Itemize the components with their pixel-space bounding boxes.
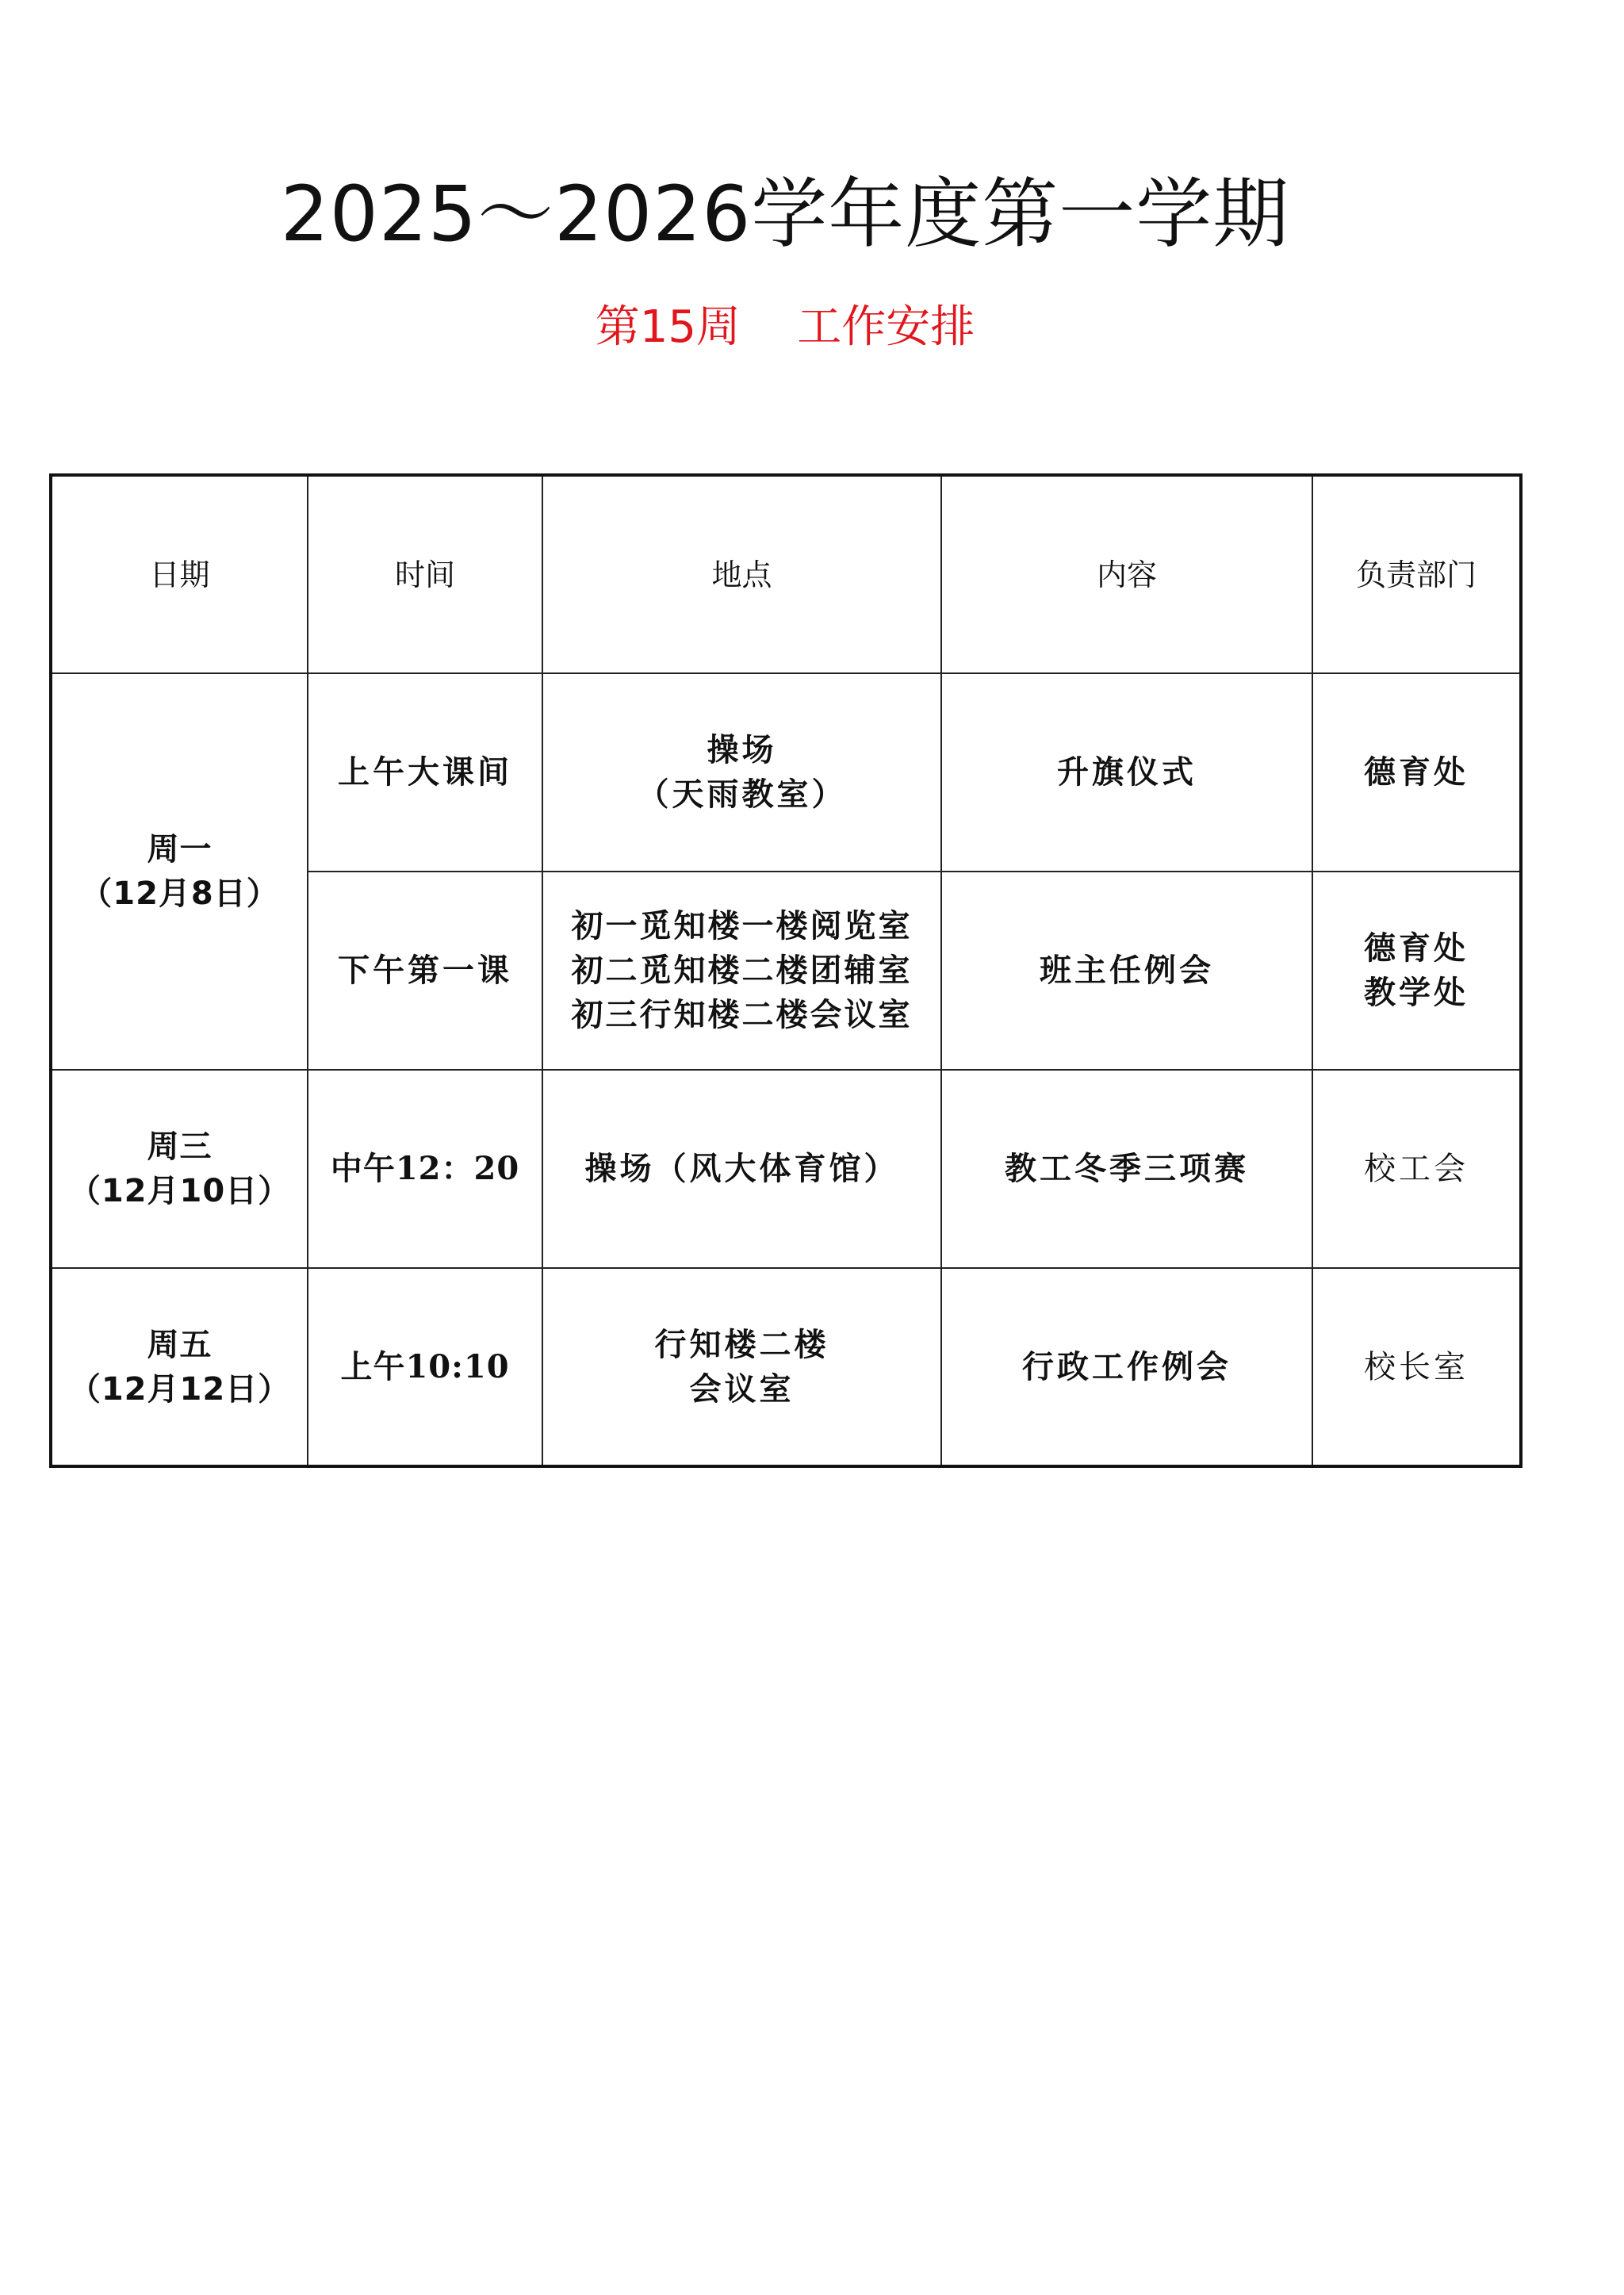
table-row xyxy=(51,1268,1521,1466)
cell-dept: 德育处 xyxy=(1312,673,1521,872)
cell-place: 操场（风大体育馆） xyxy=(542,1070,941,1268)
table-row xyxy=(51,1070,1521,1268)
cell-date: 周三 （12月10日） xyxy=(51,1070,308,1268)
cell-time: 下午第一课 xyxy=(308,872,542,1070)
cell-dept: 德育处 教学处 xyxy=(1312,872,1521,1070)
cell-content: 行政工作例会 xyxy=(941,1268,1312,1466)
cell-date: 周五 （12月12日） xyxy=(51,1268,308,1466)
cell-date: 周一 （12月8日） xyxy=(51,673,308,1070)
cell-dept: 校工会 xyxy=(1312,1070,1521,1268)
cell-content: 升旗仪式 xyxy=(941,673,1312,872)
document-title: 2025～2026学年度第一学期 xyxy=(280,170,1290,259)
header-time: 时间 xyxy=(308,475,542,673)
header-content: 内容 xyxy=(941,475,1312,673)
document-subtitle: 第15周 工作安排 xyxy=(595,301,975,353)
cell-place: 行知楼二楼 会议室 xyxy=(542,1268,941,1466)
cell-place: 初一觅知楼一楼阅览室 初二觅知楼二楼团辅室 初三行知楼二楼会议室 xyxy=(542,872,941,1070)
header-place: 地点 xyxy=(542,475,941,673)
schedule-table xyxy=(49,473,1522,1468)
cell-content: 教工冬季三项赛 xyxy=(941,1070,1312,1268)
table-header-row xyxy=(51,475,1521,673)
cell-time: 上午大课间 xyxy=(308,673,542,872)
header-dept: 负责部门 xyxy=(1312,475,1521,673)
cell-content: 班主任例会 xyxy=(941,872,1312,1070)
cell-dept: 校长室 xyxy=(1312,1268,1521,1466)
cell-time: 中午12：20 xyxy=(308,1070,542,1268)
table-row xyxy=(51,673,1521,872)
cell-time: 上午10:10 xyxy=(308,1268,542,1466)
header-date: 日期 xyxy=(51,475,308,673)
cell-place: 操场 （天雨教室） xyxy=(542,673,941,872)
